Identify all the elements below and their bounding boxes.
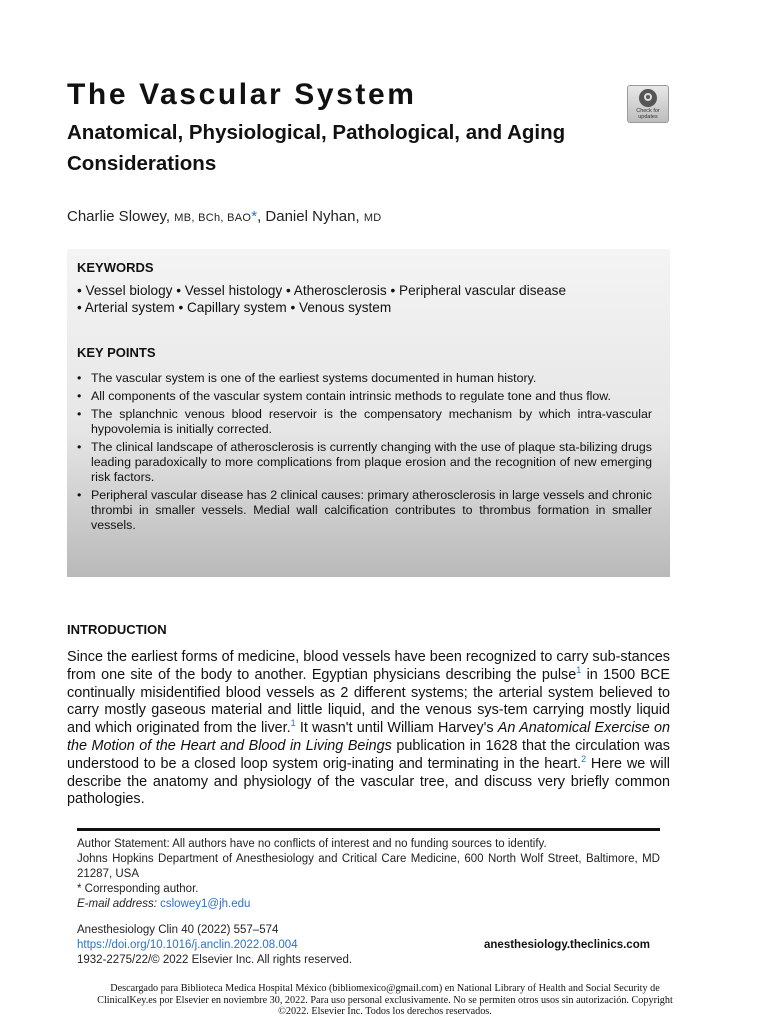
keywords-line: • Arterial system • Capillary system • Venous system	[77, 300, 392, 315]
author-1-degrees: MB, BCh, BAO	[174, 212, 252, 224]
introduction-heading: INTRODUCTION	[67, 622, 167, 637]
journal-site[interactable]: anesthesiology.theclinics.com	[484, 939, 650, 951]
corresponding-note: * Corresponding author.	[77, 883, 199, 895]
badge-text: Check for updates	[636, 108, 660, 120]
email-label: E-mail address:	[77, 898, 157, 910]
reference-link[interactable]: 1	[290, 718, 296, 729]
article-subtitle: Anatomical, Physiological, Pathological, and Aging Considerations	[67, 121, 566, 175]
author-line	[67, 208, 382, 225]
reference-link[interactable]: 2	[581, 753, 587, 764]
article-title: The Vascular System	[67, 78, 417, 111]
footnote-divider	[77, 828, 660, 831]
footnote-block	[77, 837, 660, 912]
key-points-heading: KEY POINTS	[77, 345, 156, 360]
keywords-keypoints-box	[67, 249, 670, 577]
keywords-list	[77, 282, 667, 316]
book-title: An Anatomical Exercise on the Motion of the Heart and Blood in Living Beings	[67, 720, 670, 754]
keywords-heading: KEYWORDS	[77, 260, 154, 275]
author-2-degrees: MD	[363, 212, 382, 224]
intro-text: publication in 1628 that the circulation was understood to be a closed loop system orig-inating and terminating in the heart.	[67, 737, 670, 772]
check-for-updates-icon	[639, 89, 657, 107]
key-point-item: • The vascular system is one of the earliest systems documented in human history.	[77, 371, 652, 386]
email-line	[77, 897, 660, 912]
key-point-item: • Peripheral vascular disease has 2 clinical causes: primary atherosclerosis in large vessels and chronic thrombi in smaller vessels. Medial wall calcification contributes to thrombus formation in smaller vessels.	[77, 488, 652, 533]
affiliation: Johns Hopkins Department of Anesthesiology and Critical Care Medicine, 600 North Wolf Street, Baltimore, MD 21287, USA	[77, 853, 660, 880]
reference-link[interactable]: 1	[576, 665, 582, 675]
key-point-item: • All components of the vascular system contain intrinsic methods to regulate tone and thus flow.	[77, 389, 652, 404]
author-1-name: Charlie Slowey,	[67, 208, 171, 225]
doi-link[interactable]: https://doi.org/10.1016/j.anclin.2022.08.004	[77, 939, 298, 951]
issn-copyright: 1932-2275/22/© 2022 Elsevier Inc. All rights reserved.	[77, 954, 353, 966]
citation-block	[77, 923, 352, 968]
key-points-list	[77, 371, 652, 536]
keywords-line: • Vessel biology • Vessel histology • Atherosclerosis • Peripheral vascular disease	[77, 283, 567, 298]
author-2-name: , Daniel Nyhan,	[257, 208, 360, 225]
intro-text: It wasn't until William Harvey's	[295, 720, 498, 737]
download-notice: Descargado para Biblioteca Medica Hospital México (bibliomexico@gmail.com) en National Library of Health and Social Security de ClinicalKey.es por Elsevier en noviembre 30, 2022. Para uso personal exclusivamente. No se permiten otros usos sin autorización. Copyright ©2022. Elsevier Inc. Todos los derechos reservados.	[97, 983, 673, 1017]
introduction-paragraph	[67, 649, 670, 809]
journal-reference: Anesthesiology Clin 40 (2022) 557–574	[77, 924, 279, 936]
corresponding-mark[interactable]: *	[251, 208, 258, 225]
intro-text: Since the earliest forms of medicine, blood vessels have been recognized to carry sub-stances from one site of the body to another. Egyptian physicians describing the pulse	[67, 649, 670, 683]
check-for-updates-badge[interactable]	[627, 85, 669, 123]
email-link[interactable]: cslowey1@jh.edu	[160, 898, 251, 910]
intro-text: in 1500 BCE continually misidentified blood vessels as 2 different systems; the arterial system believed to carry mostly gaseous material and little liquid, and the venous sys-tem carrying mostly liquid and which originated from the liver.	[67, 666, 670, 737]
key-point-item: • The clinical landscape of atherosclerosis is currently changing with the use of plaque sta-bilizing drugs leading paradoxically to more complications from plaque erosion and the recognition of new emerging risk factors.	[77, 440, 652, 485]
author-statement: Author Statement: All authors have no conflicts of interest and no funding sources to identify.	[77, 838, 547, 850]
key-point-item: • The splanchnic venous blood reservoir is the compensatory mechanism by which intra-vascular hypovolemia is initially corrected.	[77, 407, 652, 437]
intro-text: Here we will describe the anatomy and physiology of the vascular tree, and discuss very briefly common pathologies.	[67, 755, 670, 808]
